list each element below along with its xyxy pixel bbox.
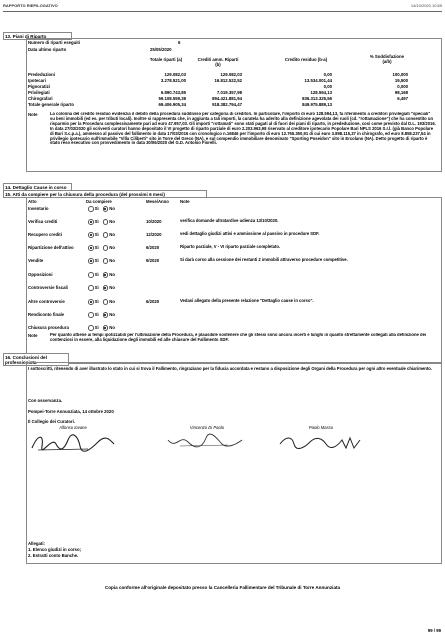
radio-si[interactable]	[88, 258, 99, 263]
da-compiere-radio-group	[88, 272, 119, 278]
col-totale-riparti: Totale riparti (a)	[149, 57, 183, 62]
signature-1	[28, 425, 118, 459]
row-a: 59.108.559,38	[158, 96, 186, 101]
row-a: 129.082,03	[164, 72, 186, 77]
totale-label: Totale generale riparto	[28, 102, 75, 107]
row-d: 0,000	[397, 84, 408, 89]
atto-label: Verifica crediti	[28, 219, 58, 224]
atto-note: Riparto parziale, V - VI riparto parziale completato.	[180, 244, 281, 249]
row-label: Pignoratizi	[28, 84, 50, 89]
radio-si[interactable]	[88, 206, 99, 211]
signature-2	[162, 425, 252, 459]
radio-button[interactable]	[88, 299, 94, 305]
totale-a: 69.406.905,34	[158, 102, 186, 107]
signature-1-scribble	[28, 430, 118, 454]
radio-button[interactable]	[88, 285, 94, 291]
radio-label: Sì	[94, 325, 99, 330]
mese-anno: 9/2020	[146, 258, 160, 263]
mese-anno: 6/2020	[146, 245, 160, 250]
da-compiere-radio-group	[88, 219, 119, 225]
row-c: 128.594,13	[310, 90, 332, 95]
radio-no[interactable]	[103, 272, 115, 277]
report-timestamp: 14/10/2020 10:55	[410, 3, 442, 8]
signature-2-scribble	[162, 430, 252, 454]
row-label: Prededuzioni	[28, 72, 55, 77]
conclusion-collegio: Il Collegio dei Curatori.	[28, 419, 76, 424]
atto-label: Altre controversie	[28, 299, 65, 304]
radio-label: Sì	[94, 219, 99, 224]
radio-no[interactable]	[103, 219, 115, 224]
row-d: 6,497	[397, 96, 408, 101]
conclusion-place-date: Pompei-Torre Annunziata, 14 ottobre 2020	[28, 409, 114, 414]
atto-label: Inventario	[28, 206, 49, 211]
radio-no[interactable]	[103, 258, 115, 263]
radio-label: Sì	[94, 258, 99, 263]
section-15-title: 15. Atti da compiere per la chiusura della procedura (del prossimi 6 mesi)	[3, 190, 207, 198]
mese-anno: 10/2020	[146, 219, 162, 224]
radio-si[interactable]	[88, 285, 99, 290]
da-compiere-radio-group	[88, 299, 119, 305]
radio-label: No	[109, 206, 115, 211]
da-compiere-radio-group	[88, 312, 119, 318]
row-c: 836.313.325,56	[302, 96, 332, 101]
note-label: Note	[28, 112, 38, 117]
atto-label: Ripartizione dell'attivo	[28, 245, 74, 250]
da-compiere-radio-group	[88, 245, 119, 251]
radio-button[interactable]	[103, 219, 109, 225]
radio-label: Sì	[94, 272, 99, 277]
row-b: 894.421.881,94	[212, 96, 242, 101]
footer-note: Copia conforme all'originale depositato presso la Cancelleria Fallimentare del Tribunale di Torre Annunziata	[104, 585, 341, 590]
radio-button[interactable]	[88, 245, 94, 251]
radio-label: No	[109, 285, 115, 290]
radio-button[interactable]	[103, 285, 109, 291]
signature-3	[276, 425, 366, 459]
radio-label: Sì	[94, 285, 99, 290]
radio-label: Sì	[94, 312, 99, 317]
atto-label: Vendite	[28, 258, 44, 263]
row-d: 98,168	[394, 90, 408, 95]
row-c: 0,00	[323, 84, 332, 89]
atto-label: Controversie fiscali	[28, 285, 68, 290]
atto-label: Chiusura procedura	[28, 325, 69, 330]
radio-label: Sì	[94, 299, 99, 304]
radio-si[interactable]	[88, 312, 99, 317]
report-title: RAPPORTO RIEPILOGATIVO	[3, 3, 58, 8]
allegati-label: Allegati:	[28, 541, 45, 546]
da-compiere-radio-group	[88, 285, 119, 291]
radio-label: Sì	[94, 245, 99, 250]
radio-button[interactable]	[103, 299, 109, 305]
radio-no[interactable]	[103, 325, 115, 330]
signature-3-scribble	[276, 430, 366, 454]
num-riparti-value: 6	[178, 40, 181, 45]
row-label: Ipotecari	[28, 78, 46, 83]
section-14-title: 14. Dettaglio Cause in corso	[3, 183, 72, 191]
row-d: 19,500	[394, 78, 408, 83]
allegato-item: 1. Elenco giudizi in corso;	[28, 547, 82, 552]
radio-no[interactable]	[103, 285, 115, 290]
row-a: 6.890.743,85	[160, 90, 186, 95]
signer-1-name: Alfonso Iovane	[59, 425, 87, 430]
page-number: 99 / 99	[427, 628, 441, 633]
col-soddisfazione: % Soddisfazione (a/b)	[369, 54, 405, 64]
row-b: 7.019.357,98	[216, 90, 242, 95]
da-compiere-radio-group	[88, 325, 119, 331]
atto-label: Recupero crediti	[28, 232, 62, 237]
da-compiere-radio-group	[88, 206, 119, 212]
radio-no[interactable]	[103, 299, 115, 304]
radio-button[interactable]	[103, 258, 109, 264]
atto-note: vedi dettaglio giudizi attivi e ammissione al passivo in procedure SDF.	[180, 231, 320, 236]
radio-button[interactable]	[88, 312, 94, 318]
radio-button[interactable]	[88, 206, 94, 212]
section-16-box	[26, 362, 442, 564]
radio-label: No	[109, 245, 115, 250]
radio-label: No	[109, 325, 115, 330]
row-label: Chirografari	[28, 96, 53, 101]
radio-button[interactable]	[88, 219, 94, 225]
radio-button[interactable]	[103, 325, 109, 331]
totale-c: 849.975.889,13	[302, 102, 332, 107]
col-mese-anno: Mese/Anno	[146, 199, 169, 204]
radio-button[interactable]	[88, 272, 94, 278]
radio-label: Sì	[94, 232, 99, 237]
atto-label: Opposizioni	[28, 272, 53, 277]
row-label: Privilegiati	[28, 90, 50, 95]
radio-si[interactable]	[88, 232, 99, 237]
section-13-title: 13. Piani di Riparto	[3, 32, 72, 40]
radio-si[interactable]	[88, 272, 99, 277]
col-atto: Atto	[28, 199, 37, 204]
row-b: 129.082,03	[220, 72, 242, 77]
allegato-item: 2. Estratti conto Banche.	[28, 553, 79, 558]
data-ultimo-label: Data ultimo riparto	[28, 47, 67, 52]
row-c: 0,00	[323, 72, 332, 77]
radio-button[interactable]	[88, 232, 94, 238]
num-riparti-label: Numero di riparti eseguiti	[28, 40, 81, 45]
radio-si[interactable]	[88, 325, 99, 330]
row-c: 13.534.001,44	[304, 78, 332, 83]
row-b: 16.812.522,52	[214, 78, 242, 83]
col-credito-residuo: Credito residuo (b-a)	[284, 57, 328, 62]
atto-note: Vedasi allegato della presente relazione "Dettaglio cause in corso".	[180, 298, 314, 303]
radio-label: No	[109, 312, 115, 317]
radio-label: No	[109, 219, 115, 224]
radio-no[interactable]	[103, 232, 115, 237]
radio-no[interactable]	[103, 312, 115, 317]
conclusion-paragraph: I sottoscritti, ritenendo di aver illustrato lo stato in cui si trova il Fallimento, ringraziano per la fiducia accordata e restano a disposizione degli Organi della Procedura per ogni altro eventuale chiarimento.	[28, 366, 432, 371]
radio-label: No	[109, 272, 115, 277]
radio-button[interactable]	[88, 258, 94, 264]
radio-label: No	[109, 258, 115, 263]
signer-3-name: Paolo Masso	[308, 425, 334, 430]
atto-label: Rendiconto finale	[28, 312, 65, 317]
radio-si[interactable]	[88, 219, 99, 224]
radio-button[interactable]	[103, 206, 109, 212]
radio-label: No	[109, 232, 115, 237]
radio-no[interactable]	[103, 206, 115, 211]
radio-label: No	[109, 299, 115, 304]
radio-si[interactable]	[88, 299, 99, 304]
section-15-note-label: Note	[28, 333, 38, 338]
radio-button[interactable]	[88, 325, 94, 331]
atto-note: Si darà corso alla cessione dei restanti 2 immobili attraverso procedure competitive.	[180, 257, 348, 262]
radio-button[interactable]	[103, 272, 109, 278]
row-d: 100,000	[392, 72, 408, 77]
section-16-title: 16. Conclusioni del professionista	[3, 353, 69, 366]
radio-button[interactable]	[103, 232, 109, 238]
section-13-note: La colonna del credito residuo evidenzia il debito della procedura suddiviso per categoria di creditori. In particolare, l'importo di euro 128.594,13, fa riferimento a creditori privilegiati "speciali" su beni immobili (ed es. per tributi locali). Inoltre si rappresenta che, in aggiunta a tali importi, la curatela ha aderito alla definizione agevolata dei ruoli (cd. "rottamazione") che ha consentito un risparmio per la Procedura complessivamente pari ad euro 47.957,03. Gli importi "rottamati" sono stati pagati al di fuori dei piani di riparto, in prededuzione, così come previsto dal D.L. 193/2016. In data 27/03/2020 gli scriventi curatori hanno depositato il VI progetto di riparto parziale di euro 2.203.963,98 riservato al creditore ipotecario Popolare Bari NPLS 2016 S.r.l. (già Banco Popolare di Bari S.c.p.a.), ammesso al passivo del fallimento in data 17/03/2016 con cronologico n.16846 per l'importo di euro 12.765.350,91 di cui euro 3.898.115,37 in chirografo, ed euro 8.858.237,54 in privilegio ipotecario sull'immobile "Villa Ciliberti" sito in Torre del Greco (NA), e sul compendio immobiliare denominato "Sporting Poseidon" sito in Ercolano (NA). Detto progetto di riparto è stato reso esecutivo con provvedimento in data 30/06/2020 del G.D. Antonio Fiorelli.	[50, 112, 436, 146]
section-15-note: Per quanto attiene ai tempi ipotizzabili per l'ultimazione della Procedura, è plausibile sostenere che gli stessi sono ancora incerti e lunghi in quanto strettamente collegati alla definizione dei contenziosi in essere, alla liquidazione degli immobili ed alle chiusure del Fallimento SDF.	[50, 333, 427, 342]
mese-anno: 6/2020	[146, 299, 160, 304]
col-note: Note	[180, 199, 190, 204]
radio-label: Sì	[94, 206, 99, 211]
da-compiere-radio-group	[88, 232, 119, 238]
page-header	[3, 3, 442, 11]
signer-2-name: Vincenzo Di Paolo	[189, 425, 225, 430]
radio-button[interactable]	[103, 312, 109, 318]
radio-no[interactable]	[103, 245, 115, 250]
col-crediti-amm: Crediti amm. Riparti (b)	[197, 57, 239, 67]
row-a: 3.278.521,00	[160, 78, 186, 83]
da-compiere-radio-group	[88, 258, 119, 264]
radio-button[interactable]	[103, 245, 109, 251]
atto-note: verifica domande ultratardive udienza 13/10/2020.	[180, 218, 279, 223]
data-ultimo-value: 25/05/2020	[150, 47, 172, 52]
totale-b: 918.382.794,47	[212, 102, 242, 107]
header-divider	[3, 11, 442, 12]
col-da-compiere: Da compiere	[86, 199, 112, 204]
radio-si[interactable]	[88, 245, 99, 250]
conclusion-greeting: Con osservanza.	[28, 398, 63, 403]
mese-anno: 12/2020	[146, 232, 162, 237]
